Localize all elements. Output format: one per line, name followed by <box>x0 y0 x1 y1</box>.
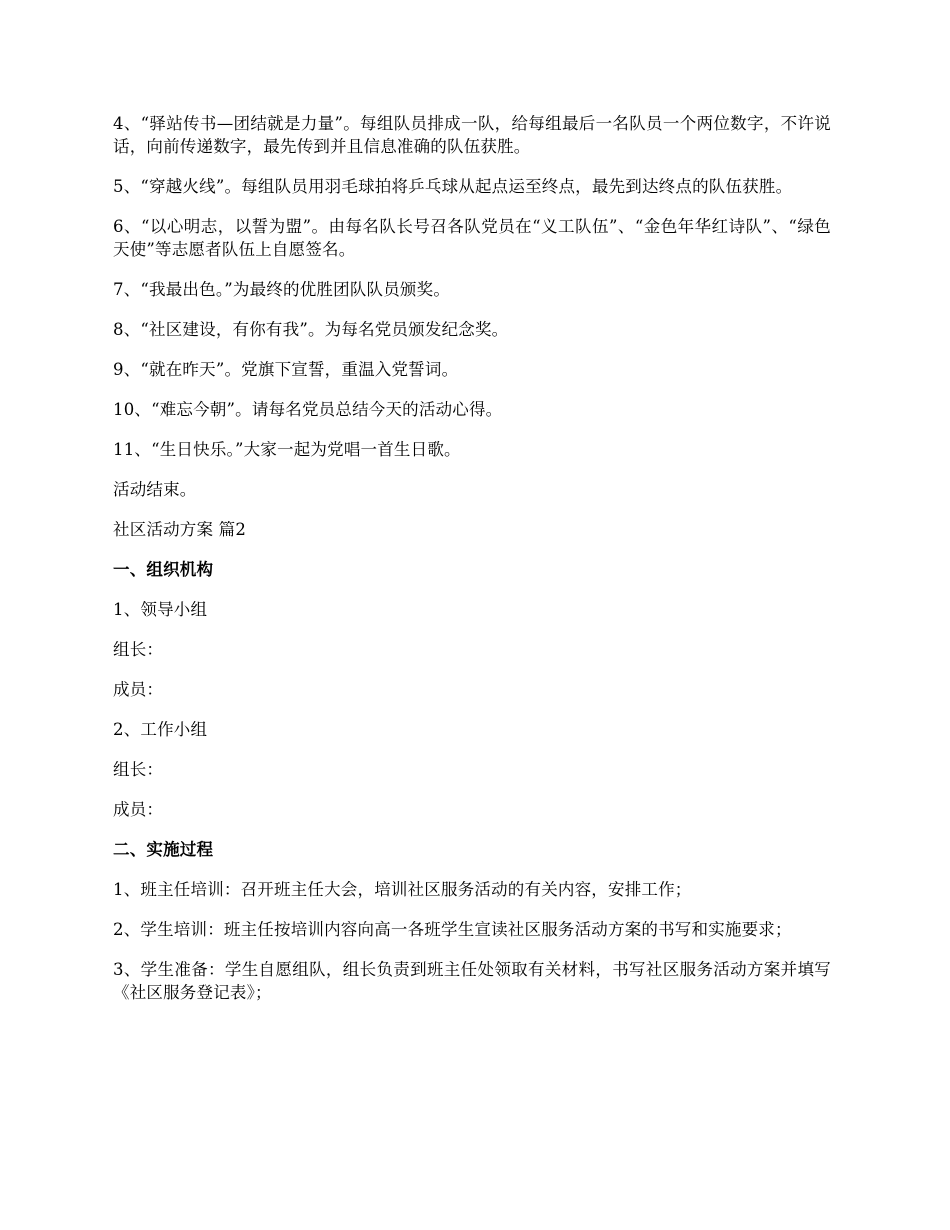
paragraph-item-11: 11、“生日快乐。”大家一起为党唱一首生日歌。 <box>113 440 461 459</box>
leader-label: 组长： <box>113 640 164 659</box>
step-student-preparation: 3、学生准备：学生自愿组队，组长负责到班主任处领取有关材料，书写社区服务活动方案并填写《社区服务登记表》； <box>113 960 831 1002</box>
heading-organization: 一、组织机构 <box>113 560 214 579</box>
document-page <box>113 112 831 1021</box>
section-title: 社区活动方案 篇2 <box>113 520 247 539</box>
paragraph-item-4: 4、“驿站传书—团结就是力量”。每组队员排成一队，给每组最后一名队员一个两位数字，不许说话，向前传递数字，最先传到并且信息准确的队伍获胜。 <box>113 114 831 156</box>
leadership-group-label: 1、领导小组 <box>113 600 208 619</box>
paragraph-item-6: 6、“以心明志，以誓为盟”。由每名队长号召各队党员在“义工队伍”、“金色年华红诗队”、“绿色天使”等志愿者队伍上自愿签名。 <box>113 217 831 259</box>
paragraph-item-7: 7、“我最出色。”为最终的优胜团队队员颁奖。 <box>113 280 451 299</box>
step-teacher-training: 1、班主任培训：召开班主任大会，培训社区服务活动的有关内容，安排工作； <box>113 880 692 899</box>
paragraph-item-8: 8、“社区建设，有你有我”。为每名党员颁发纪念奖。 <box>113 320 509 339</box>
activity-end-text: 活动结束。 <box>113 480 197 499</box>
step-student-training: 2、学生培训：班主任按培训内容向高一各班学生宣读社区服务活动方案的书写和实施要求； <box>113 920 792 939</box>
paragraph-item-9: 9、“就在昨天”。党旗下宣誓，重温入党誓词。 <box>113 360 459 379</box>
members-label: 成员： <box>113 680 164 699</box>
work-leader-label: 组长： <box>113 760 164 779</box>
paragraph-item-5: 5、“穿越火线”。每组队员用羽毛球拍将乒乓球从起点运至终点，最先到达终点的队伍获胜。 <box>113 177 793 196</box>
paragraph-item-10: 10、“难忘今朝”。请每名党员总结今天的活动心得。 <box>113 400 503 419</box>
work-members-label: 成员： <box>113 800 164 819</box>
heading-implementation: 二、实施过程 <box>113 840 214 859</box>
work-group-label: 2、工作小组 <box>113 720 208 739</box>
